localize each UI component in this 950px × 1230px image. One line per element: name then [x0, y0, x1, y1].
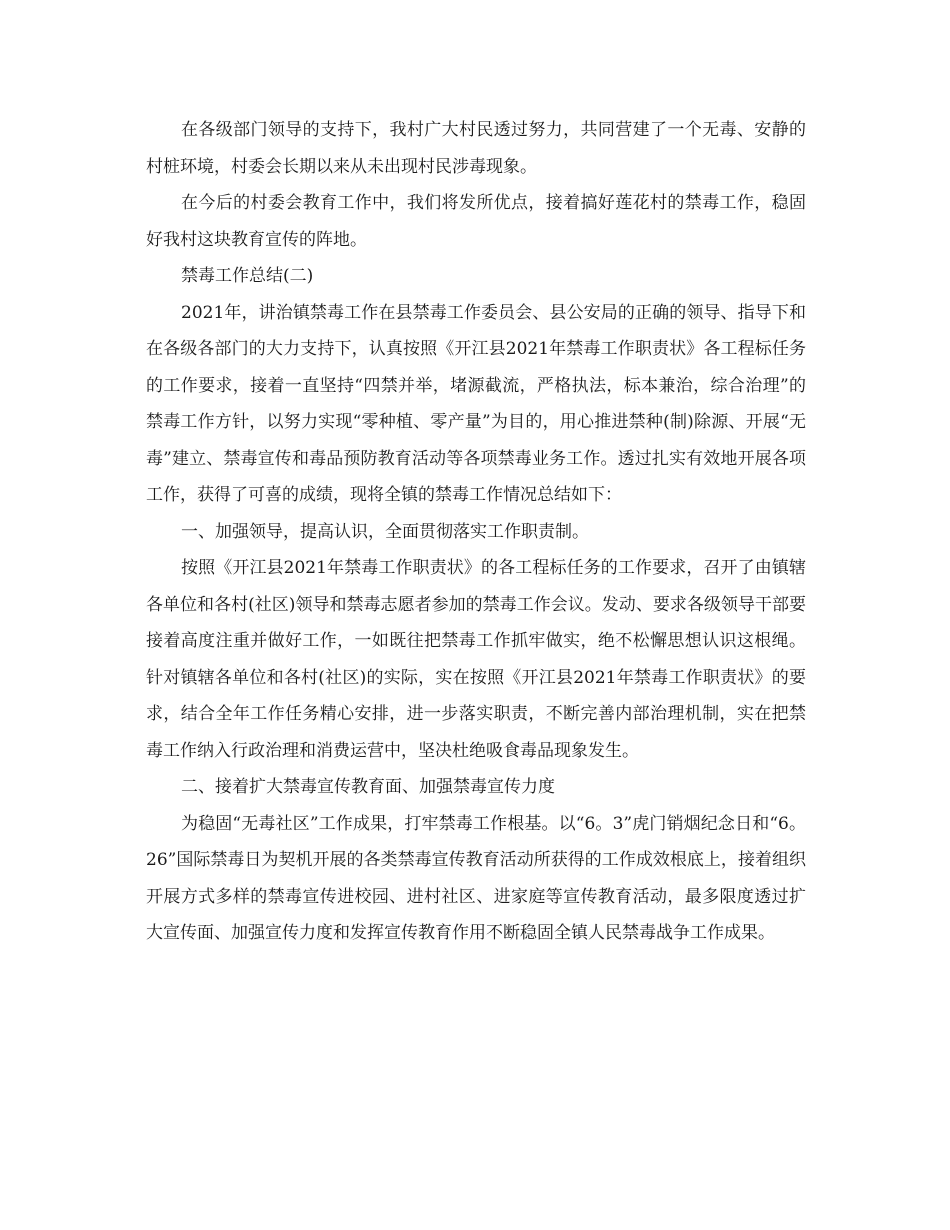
- paragraph-village-environment: 在各级部门领导的支持下，我村广大村民透过努力，共同营建了一个无毒、安静的村桩环境，村委会长期以来从未出现村民涉毒现象。: [146, 120, 806, 177]
- paragraph-leadership: 按照《开江县2021年禁毒工作职责状》的各工程标任务的工作要求，召开了由镇辖各单位和各村(社区)领导和禁毒志愿者参加的禁毒工作会议。发动、要求各级领导干部要接着高度注重并做好工作，一如既往把禁毒工作抓牢做实，绝不松懈思想认识这根绳。针对镇辖各单位和各村(社区)的实际，实在按照《开江县2021年禁毒工作职责状》的要求，结合全年工作任务精心安排，进一步落实职责，不断完善内部治理机制，实在把禁毒工作纳入行政治理和消费运营中，坚决杜绝吸食毒品现象发生。: [146, 558, 806, 761]
- paragraph-overview: 2021年，讲治镇禁毒工作在县禁毒工作委员会、县公安局的正确的领导、指导下和在各级各部门的大力支持下，认真按照《开江县2021年禁毒工作职责状》各工程标任务的工作要求，接着一直坚持“四禁并举，堵源截流，严格执法，标本兼治，综合治理”的禁毒工作方针，以努力实现“零种植、零产量”为目的，用心推进禁种(制)除源、开展“无毒”建立、禁毒宣传和毒品预防教育活动等各项禁毒业务工作。透过扎实有效地开展各项工作，获得了可喜的成绩，现将全镇的禁毒工作情况总结如下：: [146, 302, 806, 505]
- heading-leadership: 一、加强领导，提高认识，全面贯彻落实工作职责制。: [181, 521, 589, 542]
- section-title: 禁毒工作总结(二): [181, 266, 314, 286]
- heading-publicity: 二、接着扩大禁毒宣传教育面、加强禁毒宣传力度: [181, 777, 555, 797]
- paragraph-future-work: 在今后的村委会教育工作中，我们将发所优点，接着搞好莲花村的禁毒工作，稳固好我村这块教育宣传的阵地。: [146, 193, 806, 250]
- document-body: [146, 112, 806, 952]
- paragraph-publicity: 为稳固“无毒社区”工作成果，打牢禁毒工作根基。以“6。3”虎门销烟纪念日和“6。26”国际禁毒日为契机开展的各类禁毒宣传教育活动所获得的工作成效根底上，接着组织开展方式多样的禁毒宣传进校园、进村社区、进家庭等宣传教育活动，最多限度透过扩大宣传面、加强宣传力度和发挥宣传教育作用不断稳固全镇人民禁毒战争工作成果。: [146, 813, 806, 943]
